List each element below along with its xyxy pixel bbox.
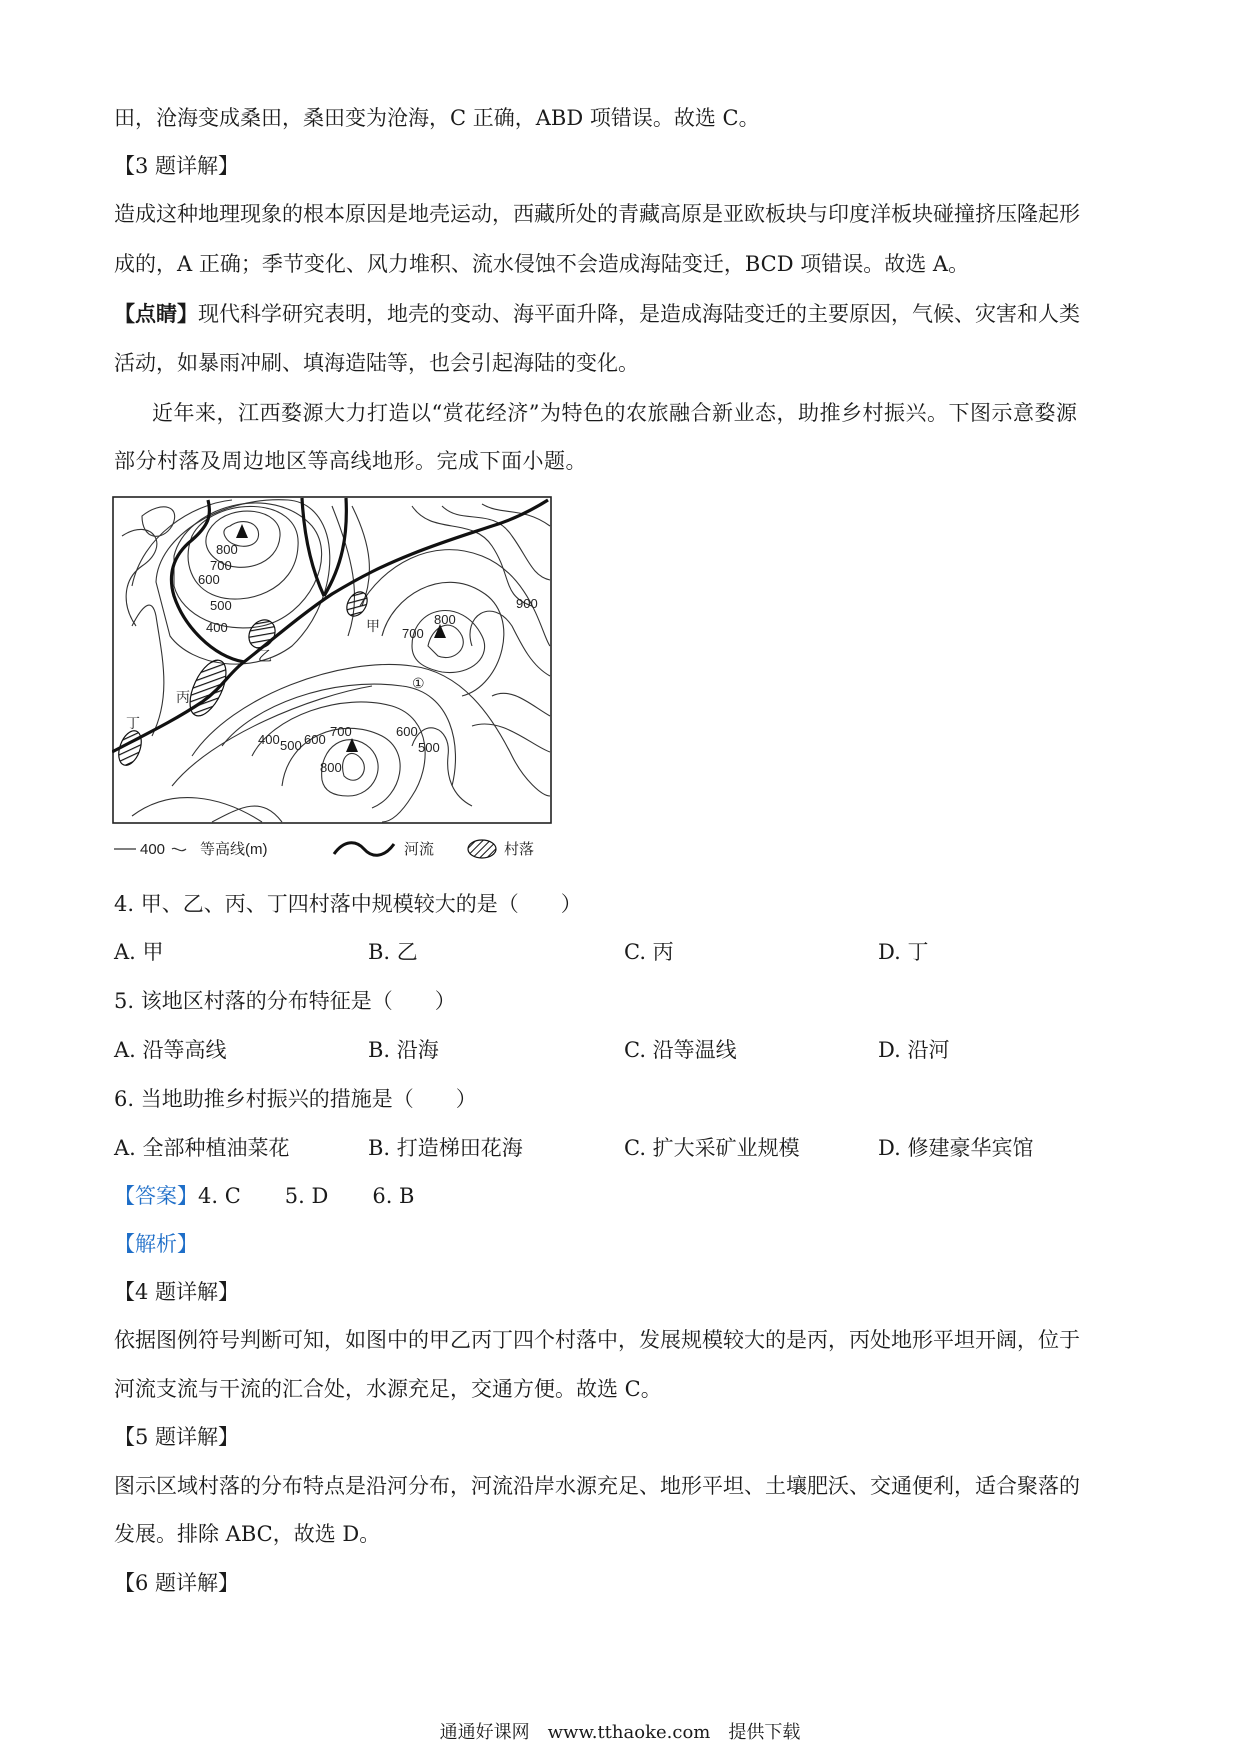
paragraph-line: 河流支流与干流的汇合处，水源充足，交通方便。故选 C。	[114, 1377, 662, 1401]
question-stem: 4. 甲、乙、丙、丁四村落中规模较大的是（ ）	[114, 892, 582, 916]
answer-6: 6. B	[372, 1184, 415, 1208]
point-label: ①	[412, 676, 425, 692]
answer-4: 4. C	[198, 1184, 241, 1208]
contour-map	[112, 496, 552, 824]
contour-label: 600	[396, 724, 418, 739]
legend-river-text: 河流	[404, 841, 435, 858]
answer-line	[114, 1182, 415, 1210]
option-b: B. 打造梯田花海	[368, 1136, 523, 1160]
option-a: A. 全部种植油菜花	[114, 1136, 290, 1160]
option-b: B. 乙	[368, 940, 418, 964]
option-d: D. 修建豪华宾馆	[878, 1136, 1034, 1160]
map-legend	[112, 836, 582, 862]
contour-label: 600	[198, 572, 220, 587]
question-stem: 5. 该地区村落的分布特征是（ ）	[114, 989, 456, 1013]
paragraph-line: 田，沧海变成桑田，桑田变为沧海，C 正确，ABD 项错误。故选 C。	[114, 106, 760, 130]
legend-village-text: 村落	[504, 841, 535, 858]
option-c: C. 扩大采矿业规模	[624, 1136, 800, 1160]
option-a: A. 甲	[114, 940, 164, 964]
legend-contour-text: 等高线(m)	[200, 841, 268, 858]
contour-label: 400	[258, 732, 280, 747]
intro-line: 部分村落及周边地区等高线地形。完成下面小题。	[114, 449, 587, 473]
paragraph-line: 图示区域村落的分布特点是沿河分布，河流沿岸水源充足、地形平坦、土壤肥沃、交通便利，适合聚落的	[114, 1474, 1080, 1498]
contour-label: 800	[320, 760, 342, 775]
contour-label: 500	[418, 740, 440, 755]
paragraph-line: 成的，A 正确；季节变化、风力堆积、流水侵蚀不会造成海陆变迁，BCD 项错误。故选 A。	[114, 252, 970, 276]
paragraph-line: 活动，如暴雨冲刷、填海造陆等，也会引起海陆的变化。	[114, 351, 639, 375]
paragraph-line: 依据图例符号判断可知，如图中的甲乙丙丁四个村落中，发展规模较大的是丙，丙处地形平坦开阔，位于	[114, 1328, 1080, 1352]
legend-contour-line	[172, 848, 186, 850]
option-d: D. 沿河	[878, 1038, 950, 1062]
dianjing-text: 现代科学研究表明，地壳的变动、海平面升降，是造成海陆变迁的主要原因，气候、灾害和人类	[198, 302, 1080, 326]
contour-label: 400	[206, 620, 228, 635]
contour-map-svg	[112, 496, 552, 824]
option-b: B. 沿海	[368, 1038, 439, 1062]
contour-label: 800	[216, 542, 238, 557]
map-legend-svg	[112, 836, 582, 862]
section-heading-q5: 【5 题详解】	[114, 1425, 240, 1449]
contour-label: 800	[434, 612, 456, 627]
section-heading-q4: 【4 题详解】	[114, 1280, 240, 1304]
contour-label: 700	[402, 626, 424, 641]
contour-label: 700	[330, 724, 352, 739]
option-c: C. 丙	[624, 940, 674, 964]
village-label-ding: 丁	[126, 716, 140, 732]
page-footer: 通通好课网 www.tthaoke.com 提供下载	[439, 1722, 801, 1743]
section-heading-q3: 【3 题详解】	[114, 154, 240, 178]
answer-5: 5. D	[284, 1184, 329, 1208]
contour-label: 500	[210, 598, 232, 613]
contour-label: 700	[210, 558, 232, 573]
option-c: C. 沿等温线	[624, 1038, 737, 1062]
intro-line: 近年来，江西婺源大力打造以“赏花经济”为特色的农旅融合新业态，助推乡村振兴。下图示意婺源	[152, 401, 1078, 425]
option-a: A. 沿等高线	[114, 1038, 227, 1062]
contour-label: 500	[280, 738, 302, 753]
legend-river-symbol	[334, 843, 394, 855]
village-label-jia: 甲	[366, 619, 380, 635]
contour-label: 900	[516, 596, 538, 611]
answer-tag: 【答案】	[114, 1184, 198, 1208]
dianjing-line	[114, 300, 1080, 328]
village-label-bing: 丙	[176, 690, 190, 706]
legend-contour-value: 400	[140, 841, 166, 858]
contour-label: 600	[304, 732, 326, 747]
village-label-yi: 乙	[258, 649, 272, 665]
analysis-tag: 【解析】	[114, 1232, 198, 1256]
option-d: D. 丁	[878, 940, 929, 964]
dianjing-tag: 【点睛】	[114, 301, 198, 326]
legend-village-symbol	[468, 840, 496, 858]
paragraph-line: 造成这种地理现象的根本原因是地壳运动，西藏所处的青藏高原是亚欧板块与印度洋板块碰撞挤压隆起形	[114, 202, 1080, 226]
question-stem: 6. 当地助推乡村振兴的措施是（ ）	[114, 1087, 477, 1111]
section-heading-q6: 【6 题详解】	[114, 1571, 240, 1595]
paragraph-line: 发展。排除 ABC，故选 D。	[114, 1522, 381, 1546]
